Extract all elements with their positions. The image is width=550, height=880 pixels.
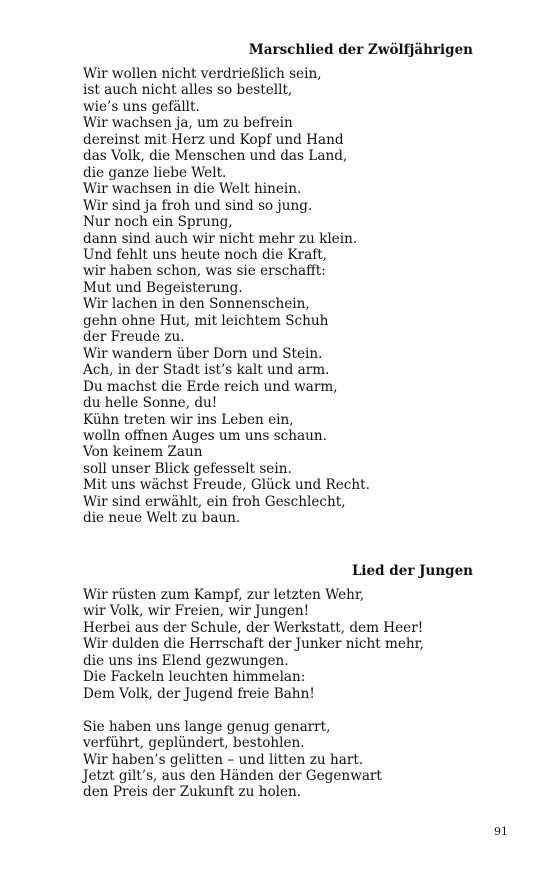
verse-line: Wir dulden die Herrschaft der Junker nicht mehr, — [83, 636, 424, 653]
verse-line: Und fehlt uns heute noch die Kraft, — [83, 246, 328, 263]
verse-line: wie’s uns gefällt. — [83, 98, 200, 115]
verse-line: Nur noch ein Sprung, — [83, 214, 233, 231]
verse-line: gehn ohne Hut, mit leichtem Schuh — [83, 312, 329, 329]
poem-body — [83, 587, 424, 801]
verse-line: Wir sind ja froh und sind so jung. — [83, 197, 313, 214]
verse-line: Wir lachen in den Sonnenschein, — [83, 296, 310, 313]
verse-line: der Freude zu. — [83, 329, 185, 346]
verse-line: Wir wandern über Dorn und Stein. — [83, 345, 323, 362]
verse-line: die neue Welt zu baun. — [83, 510, 241, 527]
page-number: 91 — [494, 825, 508, 838]
verse-line: wir Volk, wir Freien, wir Jungen! — [83, 603, 310, 620]
verse-line: du helle Sonne, du! — [83, 395, 218, 412]
verse-line: Wir wollen nicht verdrießlich sein, — [83, 66, 322, 82]
verse-line: Wir haben’s gelitten – und litten zu hart. — [83, 751, 364, 768]
poem-body — [83, 66, 370, 527]
verse-line: Mut und Begeisterung. — [83, 279, 243, 296]
verse-line: soll unser Blick gefesselt sein. — [83, 460, 292, 477]
verse-line: ist auch nicht alles so bestellt, — [83, 82, 293, 99]
verse-line: dereinst mit Herz und Kopf und Hand — [83, 131, 344, 148]
verse-line: die uns ins Elend gezwungen. — [83, 652, 289, 669]
verse-line: Herbei aus der Schule, der Werkstatt, dem Heer! — [83, 619, 424, 636]
verse-line: wir haben schon, was sie erschafft: — [83, 263, 326, 280]
verse-line: Ach, in der Stadt ist’s kalt und arm. — [83, 362, 330, 379]
verse-line: Sie haben uns lange genug genarrt, — [83, 718, 331, 735]
verse-line: Von keinem Zaun — [83, 444, 203, 461]
verse-line: Wir sind erwählt, ein froh Geschlecht, — [83, 493, 346, 510]
verse-line: Wir wachsen ja, um zu befrein — [83, 115, 293, 132]
verse-line: verführt, geplündert, bestohlen. — [83, 735, 305, 752]
verse-line: dann sind auch wir nicht mehr zu klein. — [83, 230, 358, 247]
verse-line: die ganze liebe Welt. — [83, 164, 227, 181]
verse-line: den Preis der Zukunft zu holen. — [83, 784, 302, 801]
verse-line: Jetzt gilt’s, aus den Händen der Gegenwart — [83, 767, 382, 784]
verse-line: Die Fackeln leuchten himmelan: — [83, 669, 306, 686]
verse-line: Mit uns wächst Freude, Glück und Recht. — [83, 477, 370, 494]
poem-title: Lied der Jungen — [351, 563, 473, 579]
stanza-break — [83, 702, 424, 718]
verse-line: Wir wachsen in die Welt hinein. — [83, 181, 302, 198]
verse-line: Kühn treten wir ins Leben ein, — [83, 411, 294, 428]
verse-line: das Volk, die Menschen und das Land, — [83, 148, 348, 165]
verse-line: Dem Volk, der Jugend freie Bahn! — [83, 685, 315, 702]
verse-line: Wir rüsten zum Kampf, zur letzten Wehr, — [83, 587, 365, 603]
verse-line: Du machst die Erde reich und warm, — [83, 378, 338, 395]
verse-line: wolln offnen Auges um uns schaun. — [83, 427, 327, 444]
poem-title: Marschlied der Zwölfjährigen — [248, 42, 473, 58]
